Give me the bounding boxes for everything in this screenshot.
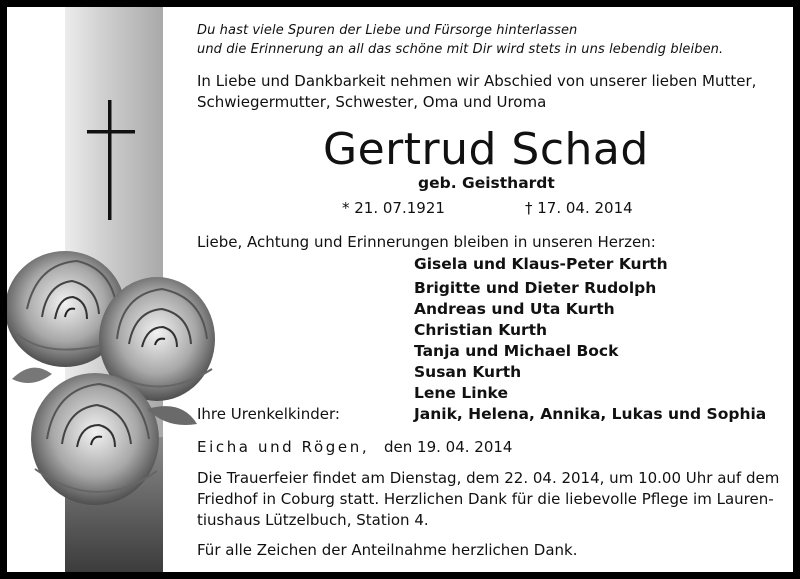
place: Eicha und Rögen, — [197, 438, 370, 456]
deceased-name: Gertrud Schad — [323, 124, 649, 175]
notice-date: den 19. 04. 2014 — [384, 438, 513, 456]
quote-line-1: Du hast viele Spuren der Liebe und Fürsorge hinterlassen — [197, 23, 578, 38]
mourner-name: Susan Kurth — [414, 363, 522, 381]
great-grandchildren-names: Janik, Helena, Annika, Lukas und Sophia — [414, 405, 767, 423]
mourner-name: Tanja und Michael Bock — [414, 342, 619, 360]
death-date: † 17. 04. 2014 — [525, 199, 633, 217]
closing-text: Für alle Zeichen der Anteilnahme herzlichen Dank. — [197, 541, 578, 559]
cross-icon — [87, 100, 135, 220]
roses-image — [7, 239, 222, 572]
funeral-line-2: Friedhof in Coburg statt. Herzlichen Dank für die liebevolle Pflege im Lauren- — [197, 490, 774, 508]
rose-bottom — [31, 373, 159, 505]
funeral-line-3: tiushaus Lützelbuch, Station 4. — [197, 511, 429, 529]
remembrance-text: Liebe, Achtung und Erinnerungen bleiben in unseren Herzen: — [197, 233, 656, 251]
mourner-name: Gisela und Klaus-Peter Kurth — [414, 255, 668, 273]
mourner-name: Christian Kurth — [414, 321, 548, 339]
mourner-name: Brigitte und Dieter Rudolph — [414, 279, 657, 297]
quote-line-2: und die Erinnerung an all das schöne mit Dir wird stets in uns lebendig bleiben. — [197, 42, 724, 57]
intro-line-1: In Liebe und Dankbarkeit nehmen wir Abschied von unserer lieben Mutter, — [197, 72, 757, 90]
maiden-name: geb. Geisthardt — [418, 174, 555, 192]
great-grandchildren-label: Ihre Urenkelkinder: — [197, 405, 340, 423]
intro-line-2: Schwiegermutter, Schwester, Oma und Uroma — [197, 93, 547, 111]
funeral-line-1: Die Trauerfeier findet am Dienstag, dem 22. 04. 2014, um 10.00 Uhr auf dem — [197, 469, 780, 487]
birth-date: * 21. 07.1921 — [342, 199, 445, 217]
leaf-left — [12, 368, 52, 383]
mourner-name: Lene Linke — [414, 384, 508, 402]
mourner-name: Andreas und Uta Kurth — [414, 300, 615, 318]
